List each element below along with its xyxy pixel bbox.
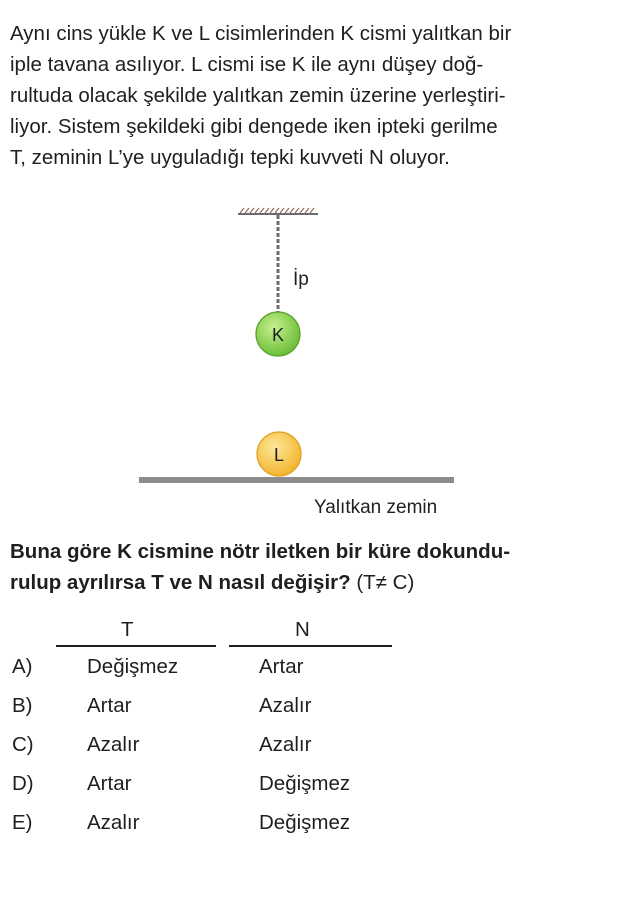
- option-t-value: Artar: [87, 772, 132, 795]
- answer-option-d[interactable]: [0, 772, 618, 804]
- ball-k-label: K: [271, 325, 285, 345]
- answer-option-b[interactable]: [0, 694, 618, 726]
- option-n-value: Azalır: [259, 694, 312, 717]
- option-letter: A): [12, 655, 33, 678]
- question-bold-part: rulup ayrılırsa T ve N nasıl değişir?: [10, 571, 351, 594]
- answer-option-e[interactable]: [0, 811, 618, 843]
- problem-line: liyor. Sistem şekildeki gibi dengede iken ipteki gerilme: [10, 115, 498, 138]
- option-letter: C): [12, 733, 34, 756]
- problem-line: Aynı cins yükle K ve L cisimlerinden K cismi yalıtkan bir: [10, 22, 512, 45]
- option-n-value: Değişmez: [259, 772, 351, 795]
- option-t-value: Artar: [87, 694, 132, 717]
- option-n-value: Artar: [259, 655, 304, 678]
- header-underline-n: [229, 645, 392, 647]
- rope-label: İp: [293, 269, 309, 290]
- physics-figure: [0, 200, 618, 530]
- problem-line: T, zeminin L’ye uyguladığı tepki kuvveti N oluyor.: [10, 146, 450, 169]
- floor-label: Yalıtkan zemin: [314, 497, 438, 518]
- problem-line: iple tavana asılıyor. L cismi ise K ile aynı düşey doğ-: [10, 53, 484, 76]
- column-header-t: T: [121, 618, 134, 641]
- question-line: Buna göre K cismine nötr iletken bir küre dokundu-: [10, 540, 511, 563]
- answer-option-a[interactable]: [0, 655, 618, 687]
- answer-option-c[interactable]: [0, 733, 618, 765]
- problem-text: [10, 18, 610, 173]
- ceiling: [238, 208, 318, 214]
- column-header-n: N: [295, 618, 310, 641]
- question-line: [10, 567, 610, 598]
- option-letter: E): [12, 811, 33, 834]
- option-n-value: Azalır: [259, 733, 312, 756]
- option-t-value: Azalır: [87, 811, 140, 834]
- question-text: [10, 536, 610, 598]
- question-note: (T≠ C): [350, 571, 415, 594]
- option-t-value: Değişmez: [87, 655, 179, 678]
- option-n-value: Değişmez: [259, 811, 351, 834]
- option-letter: D): [12, 772, 34, 795]
- option-letter: B): [12, 694, 33, 717]
- ball-l-label: L: [273, 445, 285, 465]
- floor: [139, 477, 454, 483]
- header-underline-t: [56, 645, 216, 647]
- option-t-value: Azalır: [87, 733, 140, 756]
- problem-line: rultuda olacak şekilde yalıtkan zemin üzerine yerleştiri-: [10, 84, 506, 107]
